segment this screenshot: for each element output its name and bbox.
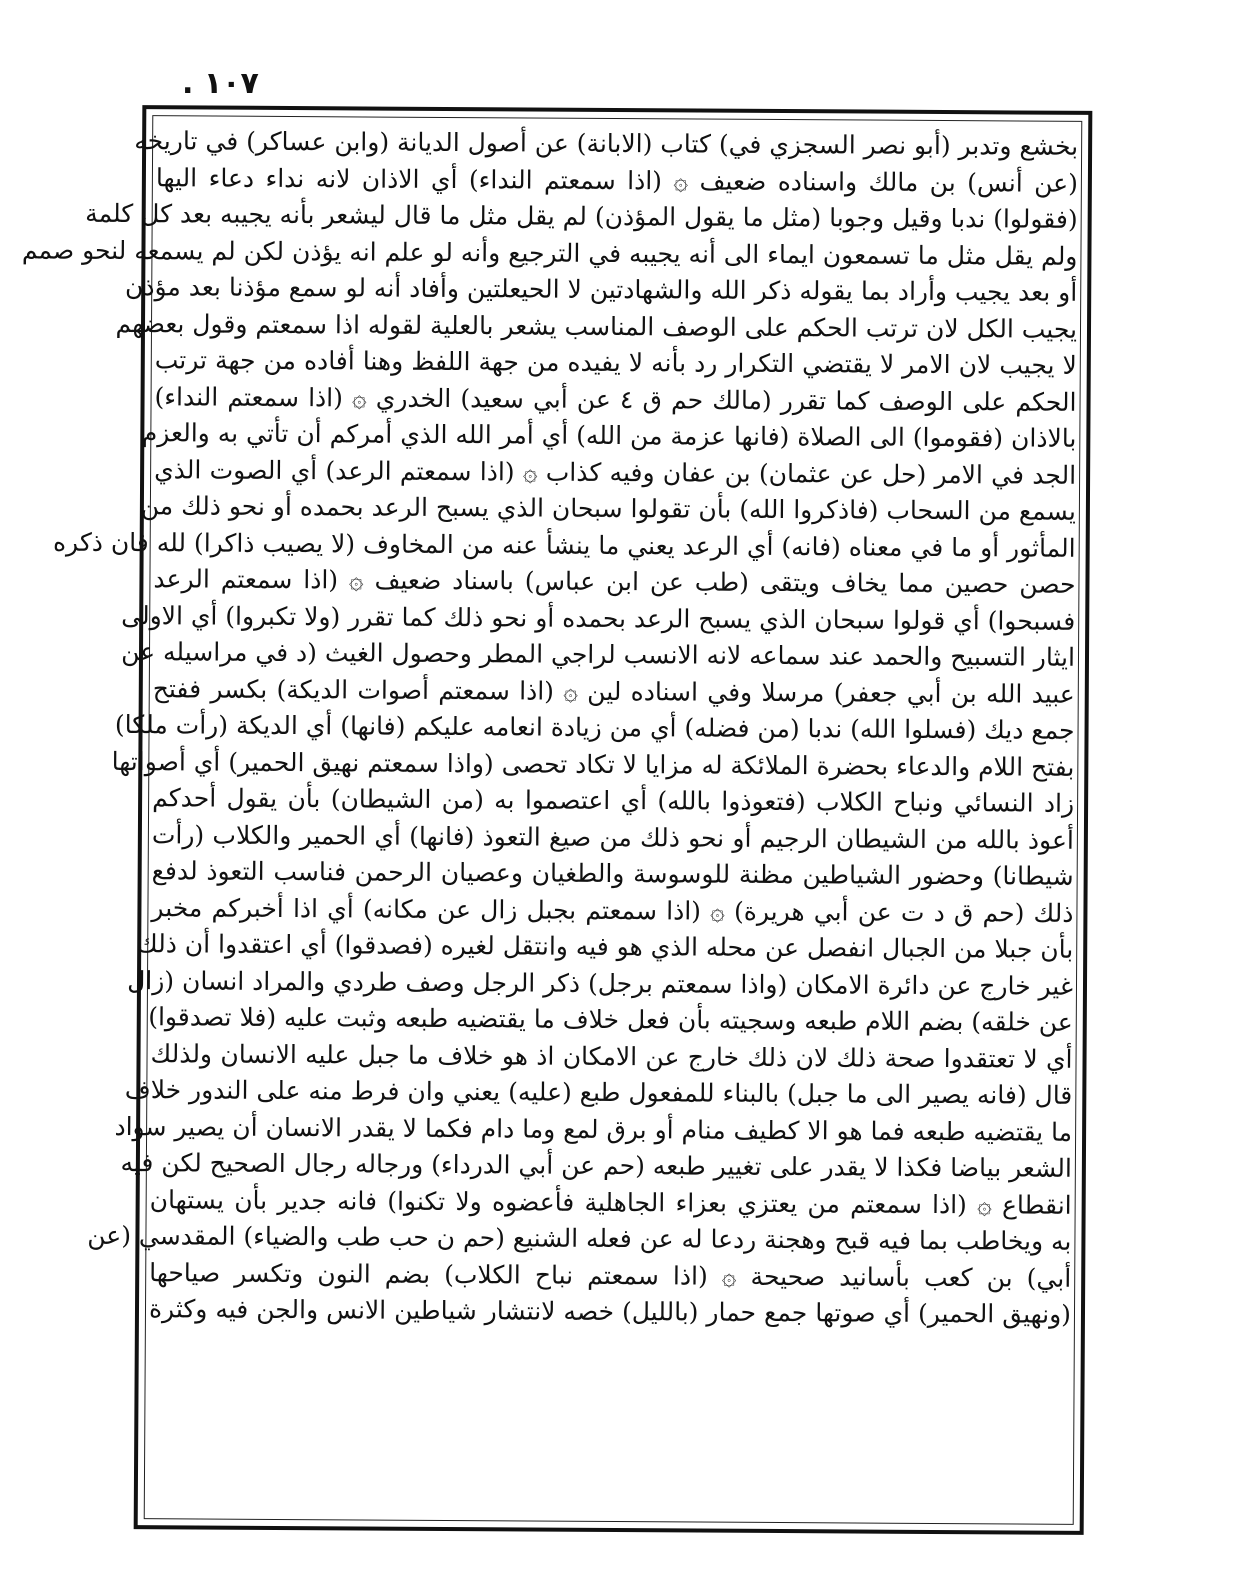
text-line: ذلك (حم ق د ت عن أبي هريرة) ۞ (اذا سمعتم بجبل زال عن مكانه) أي اذا أخبركم مخبر <box>151 892 1074 928</box>
text-line: ايثار التسبيح والحمد عند سماعه لانه الانسب لراجي المطر وحصول الغيث (د في مراسيله عن <box>121 636 1076 672</box>
text-line: (عن أنس) بن مالك واسناده ضعيف ۞ (اذا سمعتم النداء) أي الاذان لانه نداء دعاء اليها <box>155 162 1078 198</box>
text-line: (ونهيق الحمير) أي صوتها جمع حمار (بالليل) خصه لانتشار شياطين الانس والجن فيه وكثرة <box>148 1294 1072 1329</box>
text-line: الجد في الامر (حل عن عثمان) بن عفان وفيه كذاب ۞ (اذا سمعتم الرعد) أي الصوت الذي <box>154 454 1077 490</box>
text-line: شيطانا) وحضور الشياطين مظنة للوسوسة والطغيان وعصيان الرحمن فناسب التعوذ لدفع <box>151 856 1074 891</box>
text-line: لا يجيب لان الامر لا يقتضي التكرار رد بأنه لا يفيده من جهة اللفظ وهنا أفاده من جهة ترتب <box>154 345 1077 380</box>
text-line: الحكم على الوصف كما تقرر (مالك حم ق ٤ عن أبي سعيد) الخدري ۞ (اذا سمعتم النداء) <box>154 381 1077 417</box>
text-line: عن خلقه) بضم اللام طبعه وسجيته بأن فعل خلاف ما يقتضيه طبعه وثبت عليه (فلا تصدقوا) <box>148 1002 1073 1037</box>
text-line: بخشع وتدبر (أبو نصر السجزي في) كتاب (الابانة) عن أصول الديانة (وابن عساكر) في تاريخه <box>134 126 1079 161</box>
text-line: أبي) بن كعب بأسانيد صحيحة ۞ (اذا سمعتم نباح الكلاب) بضم النون وتكسر صياحها <box>149 1257 1072 1293</box>
text-line: أعوذ بالله من الشيطان الرجيم أو نحو ذلك من صيغ التعوذ (فانها) أي الحمير والكلاب (رأت <box>151 819 1074 855</box>
text-line: غير خارج عن دائرة الامكان (واذا سمعتم برجل) ذكر الرجل وصف طردي والمراد انسان (زال <box>127 965 1074 1001</box>
text-line: جمع ديك (فسلوا الله) ندبا (من فضله) أي من زيادة انعامه عليكم (فانها) أي الديكة (رأت ملكا) <box>114 709 1075 745</box>
page-frame-outer <box>21 105 1093 1535</box>
text-line: بفتح اللام والدعاء بحضرة الملائكة له مزايا لا تكاد تحصى (واذا سمعتم نهيق الحمير) أي أصواتها <box>111 746 1075 782</box>
text-line: ما يقتضيه طبعه فما هو الا كطيف منام أو برق لمع وما دام فكما لا يقدر الانسان أن يصير سواد <box>114 1111 1073 1147</box>
text-line: (فقولوا) ندبا وقيل وجوبا (مثل ما يقول المؤذن) لم يقل مثل ما قال ليشعر بأنه يجيبه بعد كل كلمة <box>85 198 1078 234</box>
text-line: يسمع من السحاب (فاذكروا الله) بأن تقولوا سبحان الذي يسبح الرعد بحمده أو نحو ذلك من <box>140 491 1076 526</box>
text-line: به ويخاطب بما فيه قبح وهجنة ردعا له عن فعله الشنيع (حم ن حب طب والضياء) المقدسي (عن <box>87 1220 1072 1256</box>
text-line: يجيب الكل لان ترتب الحكم على الوصف المناسب يشعر بالعلية لقوله اذا سمعتم وقول بعضهم <box>115 308 1078 344</box>
text-line: أو بعد يجيب وأراد بما يقوله ذكر الله والشهادتين لا الحيعلتين وأفاد أنه لو سمع مؤذنا بعد مؤذن <box>124 272 1078 307</box>
text-line: أي لا تعتقدوا صحة ذلك لان ذلك خارج عن الامكان اذ هو خلاف ما جبل عليه الانسان ولذلك <box>150 1038 1073 1074</box>
text-line: بأن جبلا من الجبال انفصل عن محله الذي هو فيه وانتقل لغيره (فصدقوا) أي اعتقدوا أن ذلك <box>137 929 1074 964</box>
text-line: عبيد الله بن أبي جعفر) مرسلا وفي اسناده لين ۞ (اذا سمعتم أصوات الديكة) بكسر ففتح <box>152 673 1075 709</box>
text-block <box>21 123 1079 1521</box>
text-line: زاد النسائي ونباح الكلاب (فتعوذوا بالله) أي اعتصموا به (من الشيطان) بأن يقول أحدكم <box>152 783 1075 818</box>
text-line: انقطاع ۞ (اذا سمعتم من يعتزي بعزاء الجاهلية فأعضوه ولا تكنوا) فانه جدير بأن يستهان <box>149 1184 1072 1220</box>
text-line: فسبحوا) أي قولوا سبحان الذي يسبح الرعد بحمده أو نحو ذلك كما تقرر (ولا تكبروا) أي الاولى <box>121 600 1076 636</box>
text-line: ولم يقل مثل ما تسمعون ايماء الى أنه يجيبه في الترجيع وأنه لو علم انه يؤذن لكن لم يسمعه لنحو صمم <box>21 234 1078 271</box>
text-line: الشعر بياضا فكذا لا يقدر على تغيير طبعه (حم عن أبي الدرداء) ورجاله رجال الصحيح لكن فيه <box>120 1147 1072 1183</box>
text-line: المأثور أو ما في معناه (فانه) أي الرعد يعني ما ينشأ عنه من المخاوف (لا يصيب ذاكرا) لله فان ذكره <box>52 527 1076 563</box>
text-line: قال (فانه يصير الى ما جبل) بالبناء للمفعول طبع (عليه) يعني وان فرط منه على الندور خلاف <box>124 1075 1073 1110</box>
text-line: بالاذان (فقوموا) الى الصلاة (فانها عزمة من الله) أي أمر الله الذي أمركم أن تأتي به والعزم <box>141 418 1077 453</box>
text-line: حصن حصين مما يخاف ويتقى (طب عن ابن عباس) باسناد ضعيف ۞ (اذا سمعتم الرعد <box>153 564 1076 599</box>
page-number: . ١٠٧ <box>182 66 259 101</box>
